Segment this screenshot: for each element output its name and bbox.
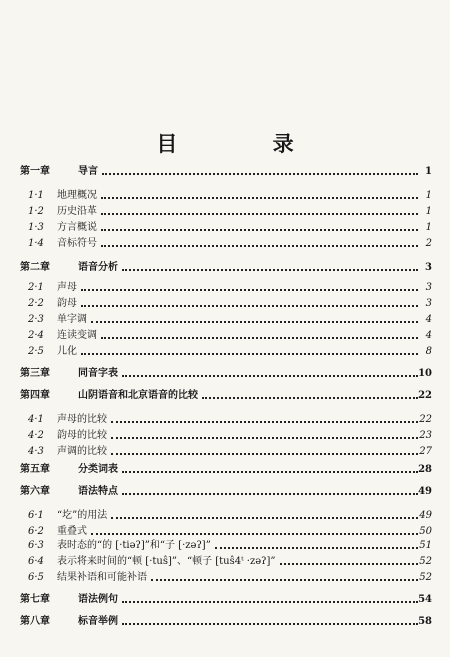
page-number: 22 (419, 414, 432, 425)
page-title: 目 录 (156, 131, 338, 156)
leader-dots (122, 470, 418, 473)
page-number: 1 (425, 166, 432, 177)
leader-dots (81, 304, 418, 307)
toc-entry (0, 428, 450, 444)
entry-title: 导言 (78, 166, 98, 177)
page-number: 10 (418, 368, 432, 379)
section-number: 2·1 (28, 282, 44, 293)
toc-entry (0, 508, 450, 524)
entry-title: 声母的比较 (57, 414, 107, 425)
leader-dots (91, 532, 418, 535)
leader-dots (111, 452, 418, 455)
entry-title: 历史沿革 (57, 206, 97, 217)
leader-dots (101, 244, 418, 247)
section-number: 4·3 (28, 446, 44, 457)
leader-dots (122, 374, 418, 377)
section-number: 6·3 (28, 540, 44, 551)
entry-title: 表示将来时间的“顿 [·tuŝ]”、“顿子 [tuŝ4ᵗ ·zəʔ]” (57, 556, 276, 567)
entry-title: 韵母 (57, 298, 77, 309)
section-number: 1·1 (28, 190, 44, 201)
entry-title: 语法特点 (78, 486, 118, 497)
leader-dots (111, 420, 418, 423)
section-number: 4·2 (28, 430, 44, 441)
leader-dots (81, 288, 418, 291)
toc-entry (0, 312, 450, 328)
leader-dots (280, 562, 418, 565)
chapter-number: 第六章 (20, 486, 50, 497)
leader-dots (111, 516, 418, 519)
chapter-number: 第四章 (20, 390, 50, 401)
toc-entry (0, 412, 450, 428)
entry-title: 声母 (57, 282, 77, 293)
leader-dots (91, 320, 418, 323)
toc-entry (0, 462, 450, 478)
entry-title: 单字调 (57, 314, 87, 325)
page-number: 27 (419, 446, 432, 457)
page-number: 54 (418, 594, 432, 605)
section-number: 4·1 (28, 414, 44, 425)
section-number: 6·4 (28, 556, 44, 567)
toc-entry (0, 204, 450, 220)
page-number: 58 (418, 616, 432, 627)
section-number: 2·4 (28, 330, 44, 341)
section-number: 6·2 (28, 526, 44, 537)
page-number: 51 (419, 540, 432, 551)
section-number: 6·1 (28, 510, 44, 521)
leader-dots (122, 600, 418, 603)
page-number: 8 (425, 346, 432, 357)
chapter-number: 第七章 (20, 594, 50, 605)
toc-entry (0, 280, 450, 296)
page-number: 4 (425, 330, 432, 341)
leader-dots (202, 396, 418, 399)
entry-title: 重叠式 (57, 526, 87, 537)
page-number: 50 (419, 526, 432, 537)
chapter-number: 第二章 (20, 262, 50, 273)
leader-dots (81, 352, 418, 355)
page-number: 23 (419, 430, 432, 441)
section-number: 2·3 (28, 314, 44, 325)
entry-title: “圪”的用法 (57, 510, 108, 521)
section-number: 1·4 (28, 238, 44, 249)
toc-entry (0, 328, 450, 344)
toc-entry (0, 444, 450, 460)
toc-entry (0, 592, 450, 608)
toc-entry (0, 554, 450, 570)
page-number: 49 (419, 510, 432, 521)
entry-title: 韵母的比较 (57, 430, 107, 441)
page-number: 1 (425, 206, 432, 217)
toc-entry (0, 344, 450, 360)
leader-dots (122, 492, 418, 495)
entry-title: 连读变调 (57, 330, 97, 341)
page-number: 3 (425, 262, 432, 273)
toc-entry (0, 538, 450, 554)
leader-dots (101, 196, 418, 199)
toc-entry (0, 388, 450, 404)
section-number: 6·5 (28, 572, 44, 583)
section-number: 2·2 (28, 298, 44, 309)
toc-entry (0, 164, 450, 180)
section-number: 1·3 (28, 222, 44, 233)
leader-dots (102, 172, 418, 175)
entry-title: 山阴语音和北京语音的比较 (78, 390, 198, 401)
chapter-number: 第一章 (20, 166, 50, 177)
toc-entry (0, 484, 450, 500)
entry-title: 音标符号 (57, 238, 97, 249)
toc-entry (0, 188, 450, 204)
leader-dots (101, 228, 418, 231)
leader-dots (151, 578, 418, 581)
leader-dots (215, 546, 418, 549)
entry-title: 地理概况 (57, 190, 97, 201)
entry-title: 分类词表 (78, 464, 118, 475)
entry-title: 语音分析 (78, 262, 118, 273)
entry-title: 方言概说 (57, 222, 97, 233)
entry-title: 声调的比较 (57, 446, 107, 457)
toc-entry (0, 570, 450, 586)
page-number: 3 (425, 282, 432, 293)
page-number: 52 (419, 556, 432, 567)
toc-entry (0, 296, 450, 312)
entry-title: 标音举例 (78, 616, 118, 627)
leader-dots (101, 212, 418, 215)
chapter-number: 第三章 (20, 368, 50, 379)
page-number: 3 (425, 298, 432, 309)
page-number: 52 (419, 572, 432, 583)
entry-title: 同音字表 (78, 368, 118, 379)
leader-dots (101, 336, 418, 339)
toc-entry (0, 260, 450, 276)
toc-entry (0, 614, 450, 630)
page-number: 22 (418, 390, 432, 401)
section-number: 1·2 (28, 206, 44, 217)
toc-entry (0, 236, 450, 252)
chapter-number: 第八章 (20, 616, 50, 627)
page-number: 1 (425, 190, 432, 201)
entry-title: 儿化 (57, 346, 77, 357)
page-number: 2 (425, 238, 432, 249)
leader-dots (122, 268, 418, 271)
page-number: 49 (418, 486, 432, 497)
leader-dots (111, 436, 418, 439)
toc-entry (0, 220, 450, 236)
page-number: 4 (425, 314, 432, 325)
page-number: 28 (418, 464, 432, 475)
section-number: 2·5 (28, 346, 44, 357)
chapter-number: 第五章 (20, 464, 50, 475)
toc-entry (0, 366, 450, 382)
leader-dots (122, 622, 418, 625)
page-number: 1 (425, 222, 432, 233)
entry-title: 结果补语和可能补语 (57, 572, 147, 583)
entry-title: 语法例句 (78, 594, 118, 605)
entry-title: 表时态的“的 [·tiəʔ]”和“子 [·zəʔ]” (57, 540, 211, 551)
